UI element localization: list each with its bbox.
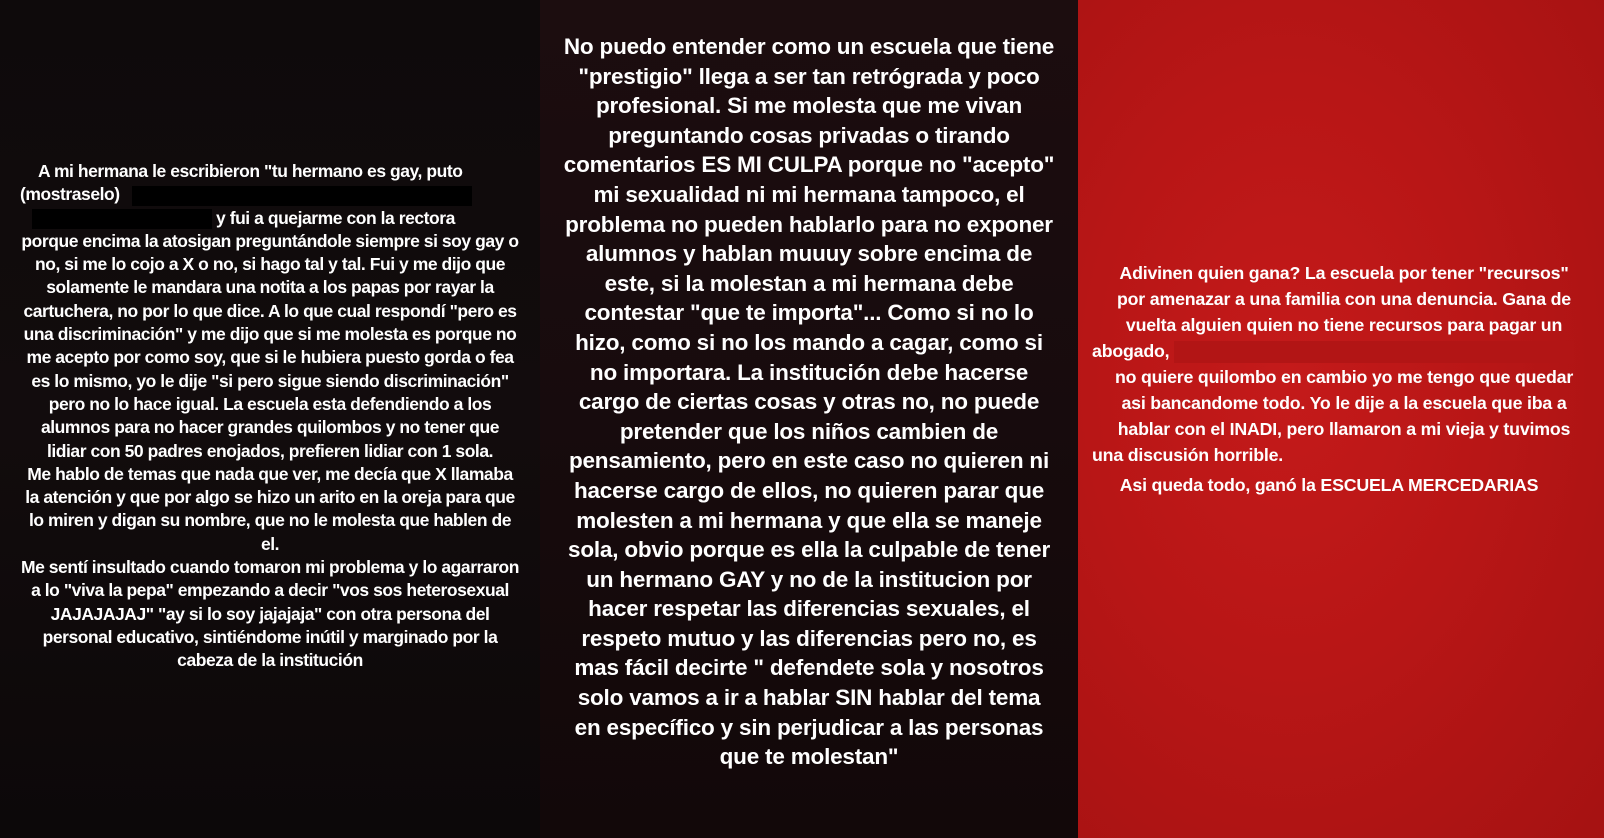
right-line-4-wrap — [1092, 338, 1596, 364]
right-line-3: vuelta alguien quien no tiene recursos para pagar un — [1125, 315, 1563, 335]
right-closing-line: Asi queda todo, ganó la ESCUELA MERCEDARIAS — [1119, 475, 1539, 495]
left-paragraph-2: Me hablo de temas que nada que ver, me decía que X llamaba la atención y que por algo se hizo un arito en la oreja para que lo miren y digan su nombre, que no le molesta que hablen de el. — [25, 463, 515, 554]
right-line-7: hablar con el INADI, pero llamaron a mi vieja y tuvimos — [1117, 419, 1571, 439]
left-intro-line-2: (mostraselo) — [20, 184, 120, 205]
right-line-1: Adivinen quien gana? La escuela por tener "recursos" — [1119, 263, 1569, 283]
story-panel-left — [0, 0, 540, 838]
redaction-bar — [32, 209, 212, 229]
right-line-6: asi bancandome todo. Yo le dije a la escuela que iba a — [1121, 393, 1567, 413]
middle-paragraph: No puedo entender como un escuela que tiene "prestigio" llega a ser tan retrógrada y poco profesional. Si me molesta que me vivan preguntando cosas privadas o tirando comentarios ES MI CULPA porque no "acepto" mi sexualidad ni mi hermana tampoco, el problema no pueden hablarlo para no exponer alumnos y hablan muuuy sobre encima de este, si la molestan a mi hermana debe contestar "que te importa"... Como si no lo hizo, como si no los mando a cagar, como si no importara. La institución debe hacerse cargo de ciertas cosas y otras no, no puede pretender que los niños cambien de pensamiento, pero en este caso no quieren ni hacerse cargo de ellos, no quieren parar que molesten a mi hermana y que ella se maneje sola, obvio porque es ella la culpable de tener un hermano GAY y no de la institucion por hacer respetar las diferencias sexuales, el respeto mutuo y las diferencias pero no, es mas fácil decirte " defendete sola y nosotros solo vamos a ir a hablar SIN hablar del tema en específico y sin perjudicar a las personas que te molestan" — [563, 34, 1055, 770]
redaction-bar — [132, 186, 472, 206]
left-intro — [20, 160, 520, 230]
left-story-text — [20, 160, 520, 673]
left-intro-line-1: A mi hermana le escribieron "tu hermano es gay, puto — [38, 161, 463, 181]
left-intro-line-3: y fui a quejarme con la rectora — [216, 207, 455, 228]
right-line-2: por amenazar a una familia con una denuncia. Gana de — [1116, 289, 1571, 309]
left-paragraph-3: Me sentí insultado cuando tomaron mi problema y lo agarraron a lo "viva la pepa" empezando a decir "vos sos heterosexual JAJAJAJAJ" "ay si lo soy jajajaja" con otra persona del personal educativo, sintiéndome inútil y marginado por la cabeza de la institución — [20, 557, 520, 671]
right-line-4: abogado, — [1092, 341, 1170, 361]
middle-story-text — [562, 32, 1056, 772]
left-paragraph-1: porque encima la atosigan preguntándole siempre si soy gay o no, si me lo cojo a X o no, si hago tal y tal. Fui y me dijo que solamente le mandara una notita a los papas por rayar la cartuchera, no por lo que dice. A lo que cual respondí "pero es una discriminación" y me dijo que si me molesta es porque no me acepto por como soy, que si le hubiera puesto gorda o fea es lo mismo, yo le dije "si pero sigue siendo discriminación" pero no lo hace igual. La escuela esta defendiendo a los alumnos para no hacer grandes quilombos y no tener que lidiar con 50 padres enojados, prefieren lidiar con 1 sola. — [21, 230, 519, 461]
right-story-text — [1092, 260, 1596, 498]
right-line-8: una discusión horrible. — [1092, 445, 1284, 465]
redaction-bar — [1174, 341, 1574, 363]
right-line-5: no quiere quilombo en cambio yo me tengo que quedar — [1114, 367, 1574, 387]
